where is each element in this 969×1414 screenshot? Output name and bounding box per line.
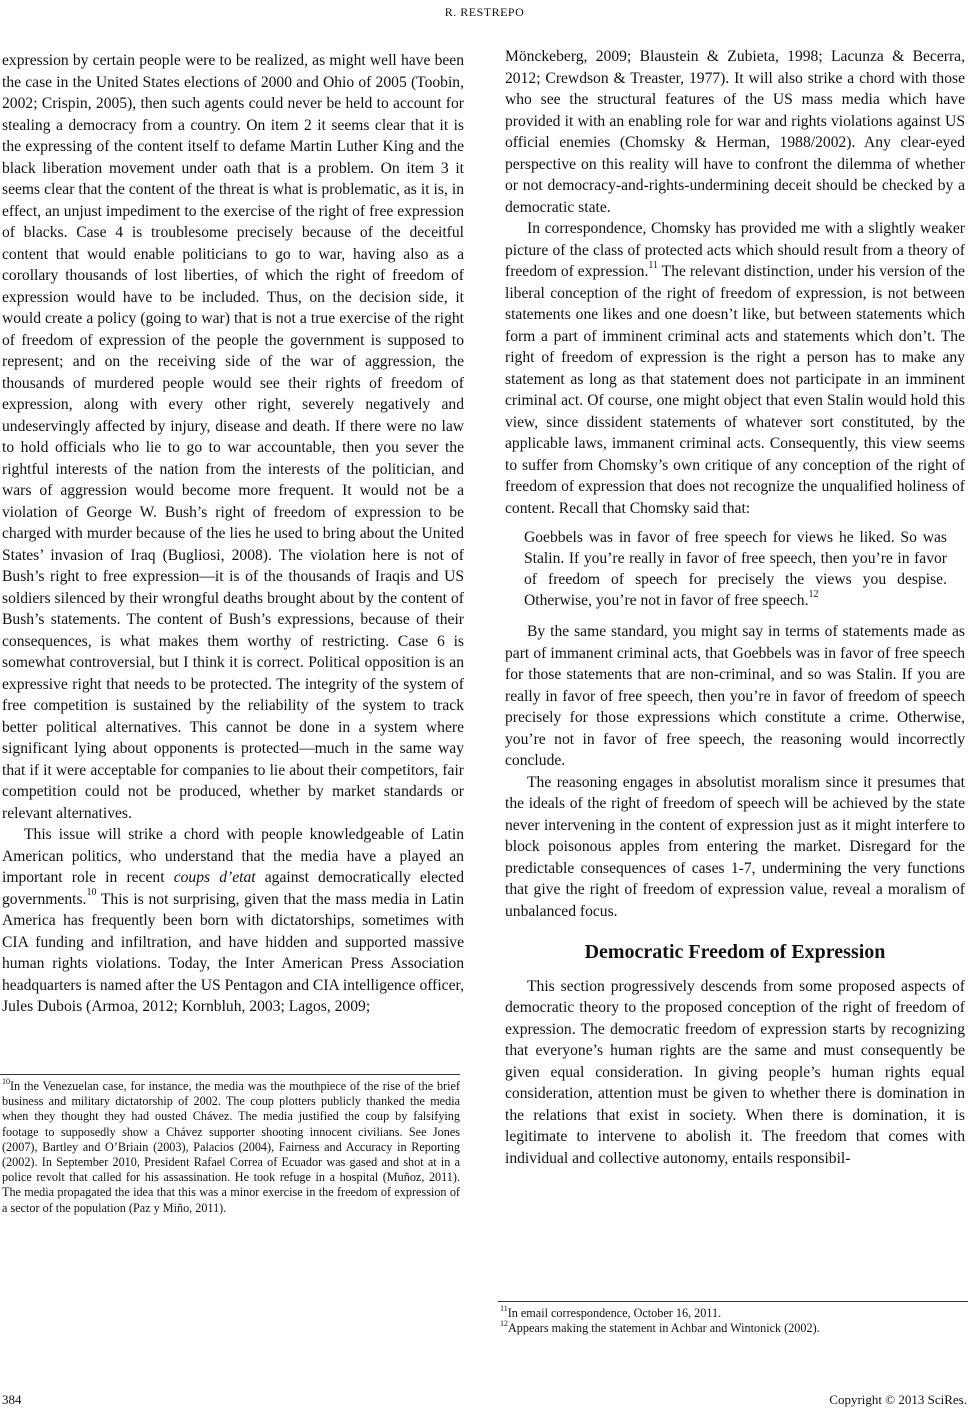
left-column [2,50,464,1018]
body-paragraph: This section progressively descends from some proposed aspects of democratic theory to the proposed conception of the right of freedom of expression. The democratic freedom of expression starts by recognizing that everyone’s human rights are the same and must consequently be given equal consideration. In giving people’s human rights equal consideration, attention must be given to whether there is domination in the relations that exist in society. When there is domination, it is legitimate to intervene to abolish it. The freedom that comes with individual and collective autonomy, entails responsibil- [505,977,965,1167]
block-quote: Goebbels was in favor of free speech for views he liked. So was Stalin. If you’re really in favor of free speech, then you’re in favor of freedom of speech for precisely the views you despise. Otherwise, you’re not in favor of free speech.$^{12}$ [524,529,947,609]
footnote-11: $^{11}$In email correspondence, October 16, 2011. [500,1303,722,1320]
body-paragraph: expression by certain people were to be realized, as might well have been the case in the United States elections of 2000 and Ohio of 2005 (Toobin, 2002; Crispin, 2005), then such agents could never be held to account for stealing a democracy from a country. On item 2 it seems clear that it is the expressing of the content itself to defame Martin Luther King and the black liberation movement under oath that is a problem. On item 3 it seems clear that the content of the threat is what is problematic, as it is, in effect, an unjust impediment to the exercise of the right of free expression of blacks. Case 4 is troublesome precisely because of the deceitful content that would enable politicians to go to war, having also as a corollary thousands of lost liberties, of which the right of freedom of expression would have to be included. Thus, on the decision side, it would create a policy (going to war) that is not a true exercise of the right of freedom of expression of the people the government is supposed to represent; and on the receiving side of the war of aggression, the thousands of murdered people would see their rights of freedom of expression, along with every other right, severely negatively and undeservingly affected by injury, disease and death. If there were no law to hold officials who lie to go to war accountable, then you sever the rightful interests of the nation from the interests of the politician, and wars of aggression would become more frequent. It would not be a violation of George W. Bush’s right of freedom of expression to be charged with murder because of the lies he used to bring about the United States’ invasion of Iraq (Bugliosi, 2008). The violation here is not of Bush’s right to free expression—it is of the thousands of Iraqis and US soldiers silenced by their wrongful deaths brought about by the content of Bush’s statements. The content of Bush’s expressions, because of their consequences, is what makes them worthy of restricting. Case 6 is somewhat controversial, but I think it is correct. Political opposition is an expressive right that needs to be protected. The integrity of the system of free competition is sustained by the reliability of the system to track better political alternatives. This cannot be done in a system where significant lying about opponents is protected—much in the same way that if it were acceptable for companies to lie about their competitors, fair competition could not be produced, whether by market standards or relevant alternatives. [2,52,464,822]
right-column [505,46,965,1169]
footnote-divider [498,1301,968,1302]
body-paragraph: Mönckeberg, 2009; Blaustein & Zubieta, 1998; Lacunza & Becerra, 2012; Crewdson & Treaster, 1977). It will also strike a chord with those who see the structural features of the US mass media which have provided it with an enabling role for war and rights violations against US official enemies (Chomsky & Herman, 1988/2002). Any clear-eyed perspective on this reality will have to confront the dilemma of whether or not democracy-and-rights-undermining deceit should be checked by a democratic state. [505,48,965,216]
page-number: 384 [2,1392,22,1407]
footnote-ref-11[interactable]: 11 [648,259,659,271]
section-heading: Democratic Freedom of Expression [584,941,886,963]
emphasis-text: coups d’etat [173,869,256,886]
footnotes-right [500,1303,965,1336]
body-paragraph: By the same standard, you might say in terms of statements made as part of immanent criminal acts, that Goebbels was in favor of free speech for those statements that are non-criminal, and so was Stalin. If you are really in favor of free speech, then you’re in favor of freedom of speech precisely for those expressions which constitute a crime. Otherwise, you’re not in favor of free speech, the reasoning would incorrectly conclude. [505,623,965,769]
body-paragraph: The reasoning engages in absolutist moralism since it presumes that the ideals of the right of freedom of speech will be achieved by the state never intervening in the content of expression just as it might interfere to block poisonous apples from entering the market. Disregard for the predictable consequences of cases 1-7, undermining the very functions that give the right of freedom of expression value, reveal a moralism of unbalanced focus. [505,773,965,920]
footnote-divider [0,1074,460,1075]
footnote-ref-12[interactable]: 12 [808,588,819,600]
footnote-12: $^{12}$Appears making the statement in Achbar and Wintonick (2002). [500,1319,820,1336]
body-paragraph: This issue will strike a chord with people knowledgeable of Latin American politics, who understand that the media have a played an important role in recent coups d’etat against democratically elected governments.$^{10}$ This is not surprising, given that the mass media in Latin America has frequently been born with dictatorships, sometimes with CIA funding and infiltration, and have hidden and supported massive human rights violations. Today, the Inter American Press Association headquarters is named after the US Pentagon and CIA intelligence officer, Jules Dubois (Armoa, 2012; Kornbluh, 2003; Lagos, 2009; [2,826,464,1015]
copyright-notice: Copyright © 2013 SciRes. [829,1392,967,1407]
running-head: R. RESTREPO [444,5,525,19]
footnote-ref-10[interactable]: 10 [86,887,97,899]
footnote-10: $^{10}$In the Venezuelan case, for instance, the media was the mouthpiece of the rise of the brief business and military dictatorship of 2002. The coup plotters publicly thanked the media when they thought they had ousted Chávez. The media justified the coup by falsifying footage to supposedly show a Chávez supporter shooting innocent civilians. See Jones (2007), Bartley and O’Briain (2003), Palacios (2004), Fairness and Accuracy in Reporting (2002). In September 2010, President Rafael Correa of Ecuador was gased and shot at in a police revolt that called for his assassination. He took refuge in a hospital (Muñoz, 2011). The media propagated the idea that this was a minor exercise in the freedom of expression of a sector of the population (Paz y Miño, 2011). [2,1076,460,1215]
body-paragraph: In correspondence, Chomsky has provided me with a slightly weaker picture of the class of protected acts which should result from a theory of freedom of expression.$^{11}$ The relevant distinction, under his version of the liberal conception of the right of freedom of expression, is not between statements one likes and one doesn’t like, but between statements which form a part of imminent criminal acts and statements which don’t. The right of freedom of expression is the right a person has to make any statement as long as that statement does not participate in an imminent criminal act. Of course, one might object that even Stalin would hold this view, since dissident statements of whatever sort constituted, by the applicable laws, immanent criminal acts. Consequently, this view seems to suffer from Chomsky’s own critique of any conception of the right of freedom of expression that does not recognize the unqualified holiness of content. Recall that Chomsky said that: [505,220,965,517]
